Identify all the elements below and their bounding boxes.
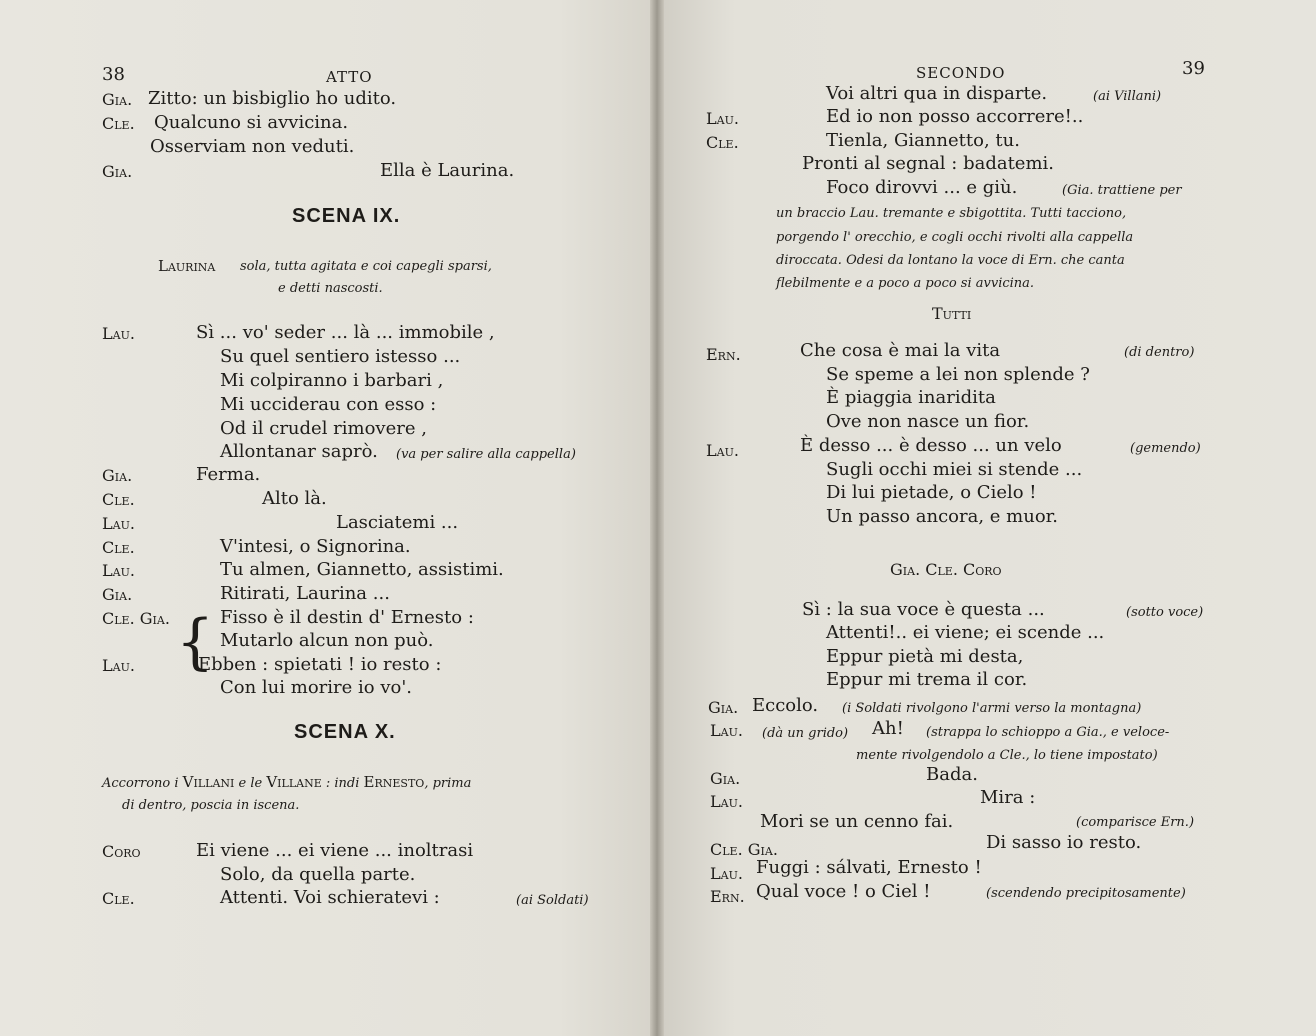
direction-name: Villane (266, 773, 322, 791)
line: Voi altri qua in disparte. (826, 83, 1048, 104)
section-heading: Tutti (932, 304, 972, 323)
line: Mira : (980, 787, 1036, 808)
speaker: Gia. (708, 698, 739, 717)
verse-line: È piaggia inaridita (826, 387, 996, 408)
speaker: Cle. (102, 114, 135, 133)
direction-text: , prima (424, 776, 472, 791)
line: Tienla, Giannetto, tu. (826, 130, 1020, 151)
verse-line: Solo, da quella parte. (220, 864, 416, 885)
left-page (0, 0, 656, 1036)
stage-direction: diroccata. Odesi da lontano la voce di Ern. che canta (776, 253, 1125, 268)
line: Ella è Laurina. (380, 160, 515, 181)
running-head: ATTO (326, 68, 373, 86)
stage-direction: (va per salire alla cappella) (396, 447, 576, 462)
line: Qual voce ! o Ciel ! (756, 881, 931, 902)
line: Bada. (926, 764, 978, 785)
verse-line: Con lui morire io vo'. (220, 677, 412, 698)
speaker: Gia. (102, 162, 133, 181)
brace: { (176, 607, 215, 677)
verse-line: V'intesi, o Signorina. (220, 536, 411, 557)
scene-title: SCENA X. (294, 721, 396, 743)
verse-line: Eppur mi trema il cor. (826, 669, 1028, 690)
stage-direction (102, 771, 471, 795)
verse-line: Alto là. (262, 488, 327, 509)
verse-line: Ebben : spietati ! io resto : (198, 654, 442, 675)
stage-direction: (ai Villani) (1093, 89, 1162, 104)
direction-name: Ernesto (363, 773, 425, 791)
speaker: Cle. Gia. (710, 840, 778, 859)
verse-line: Eppur pietà mi desta, (826, 646, 1024, 667)
speaker: Lau. (710, 792, 743, 811)
verse-line: Di lui pietade, o Cielo ! (826, 482, 1037, 503)
speaker: Lau. (102, 656, 135, 675)
verse-line: Sì : la sua voce è questa ... (802, 599, 1045, 620)
line: Osserviam non veduti. (150, 136, 355, 157)
stage-direction: (comparisce Ern.) (1076, 815, 1195, 830)
stage-direction: flebilmente e a poco a poco si avvicina. (776, 276, 1035, 291)
verse-line: Un passo ancora, e muor. (826, 506, 1059, 527)
verse-line: Ferma. (196, 464, 261, 485)
speaker: Lau. (710, 864, 743, 883)
page-number: 39 (1182, 58, 1205, 79)
line: Qualcuno si avvicina. (154, 112, 349, 133)
verse-line: Se speme a lei non splende ? (826, 364, 1090, 385)
verse-line: Sì ... vo' seder ... là ... immobile , (196, 322, 495, 343)
right-page (656, 0, 1316, 1036)
speaker: Lau. (706, 109, 739, 128)
verse-line: Fisso è il destin d' Ernesto : (220, 607, 474, 628)
verse-line: Mi ucciderau con esso : (220, 394, 437, 415)
stage-direction: (scendendo precipitosamente) (986, 886, 1186, 901)
speaker: Lau. (102, 324, 135, 343)
verse-line: Che cosa è mai la vita (800, 340, 1001, 361)
verse-line: Mi colpiranno i barbari , (220, 370, 444, 391)
speaker: Lau. (102, 561, 135, 580)
speaker: Cle. (102, 490, 135, 509)
stage-direction: un braccio Lau. tremante e sbigottita. Tutti tacciono, (776, 206, 1127, 221)
direction-name: Laurina (158, 257, 216, 275)
direction-text: Accorrono i (102, 776, 179, 791)
stage-direction: (sotto voce) (1126, 605, 1204, 620)
book-gutter (650, 0, 664, 1036)
verse-line: Attenti. Voi schieratevi : (220, 887, 440, 908)
direction-name: Villani (182, 773, 235, 791)
line: Zitto: un bisbiglio ho udito. (148, 88, 397, 109)
speaker: Cle. (102, 538, 135, 557)
direction-text: : indi (325, 776, 360, 791)
stage-direction: (di dentro) (1124, 345, 1195, 360)
direction-text: e le (238, 776, 263, 791)
speaker: Gia. (102, 90, 133, 109)
stage-direction: sola, tutta agitata e coi capegli sparsi, (240, 259, 492, 274)
speaker: Gia. (710, 769, 741, 788)
line: Di sasso io resto. (986, 832, 1142, 853)
stage-direction: (i Soldati rivolgono l'armi verso la montagna) (842, 701, 1142, 716)
speaker: Coro (102, 842, 141, 861)
speaker: Lau. (706, 441, 739, 460)
line: Ah! (872, 718, 904, 739)
verse-line: Od il crudel rimovere , (220, 418, 427, 439)
verse-line: Allontanar saprò. (220, 441, 378, 462)
stage-direction: e detti nascosti. (278, 281, 383, 296)
stage-direction: mente rivolgendolo a Cle., lo tiene impostato) (856, 748, 1158, 763)
speaker: Ern. (706, 345, 741, 364)
speaker: Gia. (102, 466, 133, 485)
verse-line: Ei viene ... ei viene ... inoltrasi (196, 840, 474, 861)
speaker: Lau. (710, 721, 743, 740)
stage-direction: (ai Soldati) (516, 893, 589, 908)
stage-direction: (dà un grido) (762, 726, 849, 741)
speaker: Cle. (102, 889, 135, 908)
stage-direction: (Gia. trattiene per (1062, 183, 1182, 198)
verse-line: Ove non nasce un fior. (826, 411, 1030, 432)
verse-line: Attenti!.. ei viene; ei scende ... (826, 622, 1105, 643)
speaker: Lau. (102, 514, 135, 533)
line: Foco dirovvi ... e giù. (826, 177, 1018, 198)
section-heading: Gia. Cle. Coro (890, 560, 1002, 579)
verse-line: Tu almen, Giannetto, assistimi. (220, 559, 504, 580)
page-number: 38 (102, 64, 125, 85)
verse-line: Su quel sentiero istesso ... (220, 346, 461, 367)
line: Fuggi : sálvati, Ernesto ! (756, 857, 982, 878)
speaker: Gia. (102, 585, 133, 604)
speaker: Ern. (710, 887, 745, 906)
stage-direction: (strappa lo schioppo a Gia., e veloce- (926, 725, 1170, 740)
line: Mori se un cenno fai. (760, 811, 954, 832)
line: Pronti al segnal : badatemi. (802, 153, 1055, 174)
speaker: Cle. (706, 133, 739, 152)
scene-title: SCENA IX. (292, 205, 401, 227)
speaker: Cle. Gia. (102, 609, 170, 628)
stage-direction: porgendo l' orecchio, e cogli occhi rivolti alla cappella (776, 230, 1134, 245)
verse-line: Mutarlo alcun non può. (220, 630, 434, 651)
verse-line: Lasciatemi ... (336, 512, 459, 533)
line: Ed io non posso accorrere!.. (826, 106, 1084, 127)
running-head: SECONDO (916, 64, 1006, 82)
stage-direction: (gemendo) (1130, 441, 1201, 456)
verse-line: È desso ... è desso ... un velo (800, 435, 1062, 456)
verse-line: Sugli occhi miei si stende ... (826, 459, 1083, 480)
line: Eccolo. (752, 695, 819, 716)
stage-direction: di dentro, poscia in iscena. (122, 798, 300, 813)
verse-line: Ritirati, Laurina ... (220, 583, 390, 604)
